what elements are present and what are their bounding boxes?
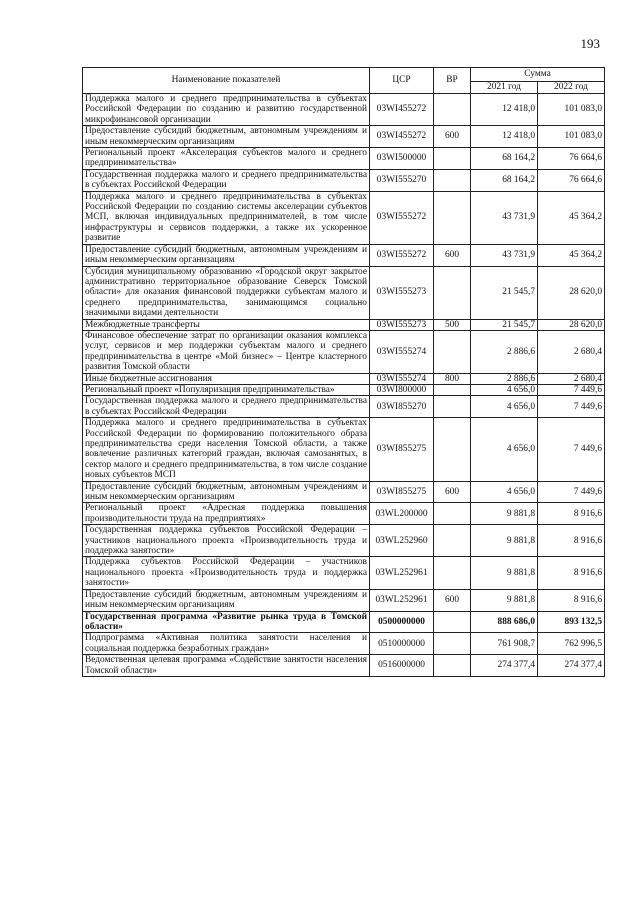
row-sum-2021: 9 881,8 (471, 589, 538, 611)
table-row (83, 148, 605, 170)
row-sum-2021: 12 418,0 (471, 94, 538, 126)
table-row (83, 384, 605, 395)
row-name: Предоставление субсидий бюджетным, автономным учреждениям и иным некоммерческим организациям (83, 244, 370, 266)
header-csr: ЦСР (370, 68, 434, 94)
row-vr (434, 169, 471, 191)
row-sum-2022: 893 132,5 (538, 611, 605, 633)
table-row (83, 330, 605, 373)
row-sum-2022: 2 680,4 (538, 330, 605, 373)
row-vr: 600 (434, 589, 471, 611)
header-year-2022: 2022 год (538, 82, 605, 94)
row-sum-2021: 888 686,0 (471, 611, 538, 633)
row-csr: 03WI555270 (370, 169, 434, 191)
row-name: Иные бюджетные ассигнования (83, 373, 370, 384)
table-row (83, 319, 605, 330)
row-vr: 600 (434, 126, 471, 148)
row-vr (434, 384, 471, 395)
header-row (83, 68, 605, 82)
row-sum-2022: 28 620,0 (538, 266, 605, 319)
row-name: Региональный проект «Популяризация предпринимательства» (83, 384, 370, 395)
page-number: 193 (580, 36, 600, 51)
row-sum-2021: 274 377,4 (471, 655, 538, 677)
table-row (83, 169, 605, 191)
row-sum-2021: 68 164,2 (471, 148, 538, 170)
row-name: Государственная поддержка малого и среднего предпринимательства в субъектах Российской Федерации (83, 169, 370, 191)
row-sum-2022: 7 449,6 (538, 384, 605, 395)
table-row (83, 633, 605, 655)
row-sum-2022: 2 680,4 (538, 373, 605, 384)
row-sum-2021: 9 881,8 (471, 525, 538, 557)
row-csr: 03WI555272 (370, 191, 434, 244)
header-vr: ВР (434, 68, 471, 94)
row-csr: 0510000000 (370, 633, 434, 655)
row-sum-2021: 4 656,0 (471, 481, 538, 503)
budget-table (82, 67, 605, 677)
row-csr: 03WI800000 (370, 384, 434, 395)
table-row (83, 557, 605, 589)
row-csr: 03WI855270 (370, 396, 434, 418)
row-vr (434, 191, 471, 244)
table-row (83, 418, 605, 481)
row-name: Субсидия муниципальному образованию «Городской округ закрытое административно территориальное образование Северск Томской области» для оказания финансовой поддержки субъектам малого и среднего предпринимательства, занимающимся социально значимыми видами деятельности (83, 266, 370, 319)
row-vr (434, 557, 471, 589)
row-vr (434, 418, 471, 481)
row-name: Государственная поддержка субъектов Российской Федерации – участников национального проекта «Производительность труда и поддержка занятости» (83, 525, 370, 557)
row-vr: 600 (434, 244, 471, 266)
row-csr: 03WL252961 (370, 557, 434, 589)
row-name: Государственная поддержка малого и среднего предпринимательства в субъектах Российской Федерации (83, 396, 370, 418)
row-csr: 03WI500000 (370, 148, 434, 170)
table-row (83, 126, 605, 148)
row-sum-2022: 8 916,6 (538, 589, 605, 611)
row-sum-2022: 8 916,6 (538, 525, 605, 557)
row-csr: 03WI855275 (370, 481, 434, 503)
row-sum-2022: 101 083,0 (538, 94, 605, 126)
row-csr: 0516000000 (370, 655, 434, 677)
row-vr (434, 611, 471, 633)
table-row (83, 481, 605, 503)
row-sum-2022: 45 364,2 (538, 244, 605, 266)
row-name: Поддержка малого и среднего предпринимательства в субъектах Российской Федерации по созданию системы акселерации субъектов МСП, включая индивидуальных предпринимателей, в том числе инфраструктуры и сервисов поддержки, а также их ускоренное развитие (83, 191, 370, 244)
row-sum-2022: 762 996,5 (538, 633, 605, 655)
row-vr: 800 (434, 373, 471, 384)
row-csr: 03WL252961 (370, 589, 434, 611)
row-sum-2021: 43 731,9 (471, 244, 538, 266)
table-row (83, 611, 605, 633)
row-csr: 03WL252960 (370, 525, 434, 557)
row-sum-2021: 9 881,8 (471, 557, 538, 589)
row-sum-2022: 28 620,0 (538, 319, 605, 330)
row-vr: 600 (434, 481, 471, 503)
header-name: Наименование показателей (83, 68, 370, 94)
table-row (83, 191, 605, 244)
table-row (83, 525, 605, 557)
row-sum-2021: 4 656,0 (471, 384, 538, 395)
row-sum-2022: 76 664,6 (538, 169, 605, 191)
row-csr: 03WI455272 (370, 94, 434, 126)
table-row (83, 503, 605, 525)
row-name: Поддержка субъектов Российской Федерации – участников национального проекта «Производительность труда и поддержка занятости» (83, 557, 370, 589)
row-sum-2022: 8 916,6 (538, 503, 605, 525)
row-name: Финансовое обеспечение затрат по организации оказания комплекса услуг, сервисов и мер поддержки субъектам малого и среднего предпринимательства в центре «Мой бизнес» – Центре кластерного развития Томской области (83, 330, 370, 373)
row-vr (434, 330, 471, 373)
table-row (83, 373, 605, 384)
row-name: Ведомственная целевая программа «Содействие занятости населения Томской области» (83, 655, 370, 677)
table-row (83, 266, 605, 319)
row-name: Предоставление субсидий бюджетным, автономным учреждениям и иным некоммерческим организациям (83, 589, 370, 611)
row-name: Поддержка малого и среднего предпринимательства в субъектах Российской Федерации по формированию положительного образа предпринимательства среди населения Томской области, а также вовлечение различных категорий граждан, включая самозанятых, в сектор малого и среднего предпринимательства, в том числе создание новых субъектов МСП (83, 418, 370, 481)
row-name: Межбюджетные трансферты (83, 319, 370, 330)
header-year-2021: 2021 год (471, 82, 538, 94)
row-sum-2021: 21 545,7 (471, 266, 538, 319)
row-name: Подпрограмма «Активная политика занятости населения и социальная поддержка безработных граждан» (83, 633, 370, 655)
row-sum-2022: 45 364,2 (538, 191, 605, 244)
row-vr (434, 633, 471, 655)
header-sum: Сумма (471, 68, 605, 82)
row-vr: 500 (434, 319, 471, 330)
table-row (83, 94, 605, 126)
table-row (83, 244, 605, 266)
row-csr: 03WI555272 (370, 244, 434, 266)
row-sum-2021: 68 164,2 (471, 169, 538, 191)
row-sum-2021: 43 731,9 (471, 191, 538, 244)
row-sum-2021: 12 418,0 (471, 126, 538, 148)
row-name: Региональный проект «Адресная поддержка повышения производительности труда на предприятиях» (83, 503, 370, 525)
row-sum-2022: 7 449,6 (538, 481, 605, 503)
row-sum-2022: 7 449,6 (538, 396, 605, 418)
row-sum-2022: 274 377,4 (538, 655, 605, 677)
row-vr (434, 655, 471, 677)
row-sum-2022: 8 916,6 (538, 557, 605, 589)
row-csr: 03WI555273 (370, 319, 434, 330)
row-name: Государственная программа «Развитие рынка труда в Томской области» (83, 611, 370, 633)
row-name: Поддержка малого и среднего предпринимательства в субъектах Российской Федерации по созданию и развитию государственной микрофинансовой организации (83, 94, 370, 126)
row-sum-2021: 9 881,8 (471, 503, 538, 525)
row-vr (434, 396, 471, 418)
row-sum-2021: 4 656,0 (471, 396, 538, 418)
row-vr (434, 503, 471, 525)
row-csr: 03WI855275 (370, 418, 434, 481)
row-csr: 03WI555273 (370, 266, 434, 319)
row-vr (434, 148, 471, 170)
row-sum-2021: 4 656,0 (471, 418, 538, 481)
row-sum-2022: 101 083,0 (538, 126, 605, 148)
row-vr (434, 266, 471, 319)
row-csr: 03WI455272 (370, 126, 434, 148)
row-csr: 0500000000 (370, 611, 434, 633)
row-csr: 03WI555274 (370, 330, 434, 373)
row-sum-2021: 2 886,6 (471, 373, 538, 384)
row-vr (434, 94, 471, 126)
row-sum-2022: 76 664,6 (538, 148, 605, 170)
row-csr: 03WI555274 (370, 373, 434, 384)
row-sum-2022: 7 449,6 (538, 418, 605, 481)
row-vr (434, 525, 471, 557)
table-row (83, 589, 605, 611)
table-row (83, 655, 605, 677)
table-row (83, 396, 605, 418)
row-sum-2021: 21 545,7 (471, 319, 538, 330)
row-sum-2021: 761 908,7 (471, 633, 538, 655)
row-name: Региональный проект «Акселерация субъектов малого и среднего предпринимательства» (83, 148, 370, 170)
row-csr: 03WL200000 (370, 503, 434, 525)
row-sum-2021: 2 886,6 (471, 330, 538, 373)
row-name: Предоставление субсидий бюджетным, автономным учреждениям и иным некоммерческим организациям (83, 126, 370, 148)
row-name: Предоставление субсидий бюджетным, автономным учреждениям и иным некоммерческим организациям (83, 481, 370, 503)
